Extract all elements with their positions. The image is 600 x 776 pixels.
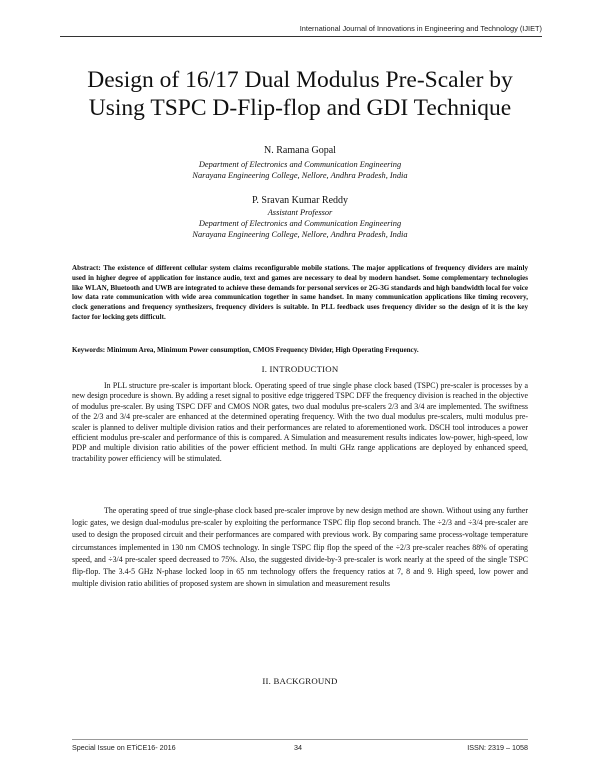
- intro-paragraph-2: The operating speed of true single-phase clock based pre-scaler improve by new design method are shown. Without using any further logic gates, we design dual-modulus pre-scaler by exploiting the performance TSPC flip flop second branch. The ÷2/3 and ÷3/4 pre-scaler are used to design the proposed circuit and their performances are compared with previous work. By comparing same process-voltage temperature circumstances implemented in 130 nm CMOS technology. In single TSPC flip flop the speed of the ÷2/3 pre-scaler reaches 88% of operating speed, and ÷3/4 pre-scaler speed decreased to 75%. Also, the suggested divide-by-3 pre-scaler is work nearly at the speed of the single TSPC flip-flop. The 3.4-5 GHz N-phase locked loop in 65 nm technology offers the frequency ratios at 7, 8 and 9. High speed, low power and multiple division ratio abilities of proposed system are shown in simulation and measurement results: [72, 506, 528, 589]
- author-2-name: P. Sravan Kumar Reddy: [251, 195, 349, 206]
- footer-issn: ISSN: 2319 – 1058: [467, 743, 528, 752]
- title-line-2: Using TSPC D-Flip-flop and GDI Technique: [88, 95, 512, 121]
- author-2-dept: Department of Electronics and Communication Engineering: [198, 219, 402, 228]
- author-2-college: Narayana Engineering College, Nellore, Andhra Pradesh, India: [192, 230, 408, 239]
- author-1-college: Narayana Engineering College, Nellore, Andhra Pradesh, India: [192, 171, 408, 180]
- abstract-text: The existence of different cellular system claims reconfigurable mobile stations. The major applications of frequency dividers are mainly used in higher degree of application for instance audio, text and games are necessary to deal by modern handset. Some complementary technologies like WLAN, Bluetooth and UWB are integrated to achieve these demands for personal services or 2G-3G standards and high bandwidth local for voice low data rate communication with wide area communication together in same handset. In many communication applications like timing recovery, clock generations and frequency synthesizers, frequency dividers is suitable. In PLL feedback uses frequency divider so the design of it is the key factor for locking gets difficult.: [72, 264, 528, 321]
- header-divider: [60, 36, 542, 37]
- keywords: [72, 345, 528, 355]
- footer-divider: [72, 739, 528, 740]
- paper-title: [40, 66, 560, 122]
- author-1: [40, 144, 560, 181]
- keywords-text: Minimum Area, Minimum Power consumption, CMOS Frequency Divider, High Operating Frequency.: [106, 346, 419, 354]
- author-1-name: N. Ramana Gopal: [264, 145, 336, 156]
- abstract: [72, 264, 528, 323]
- author-1-dept: Department of Electronics and Communication Engineering: [198, 160, 402, 169]
- abstract-label: Abstract:: [72, 264, 101, 272]
- section-heading-introduction: I. INTRODUCTION: [261, 364, 339, 374]
- title-line-1: Design of 16/17 Dual Modulus Pre-Scaler by: [87, 67, 513, 93]
- intro-paragraph-1: In PLL structure pre-scaler is important block. Operating speed of true single phase clock based (TSPC) pre-scaler is processes by a new design procedure is shown. By adding a reset signal to positive edge triggered TSPC DFF the frequency division is reached in the objective of modulus pre-scaler. By using TSPC DFF and CMOS NOR gates, two dual modulus pre-scalers 2/3 and 3/4 are implemented. The swiftness of the 2/3 and 3/4 pre-scaler are enhanced at the determined operating frequency. With the two dual modulus pre-scalers, multi modulus pre-scaler is planned to deliver multiple division ratios and their performances are related to aforementioned work. DSCH tool introduces a power efficient modulus pre-scaler and performance of this is compared. A Simulation and measurement results indicates low-power, high-speed, low PDP and multiple division ratio abilities of the power efficient method. In multi GHz range applications are deployed by enhanced speed, tractability power efficiency will be stimulated.: [72, 381, 528, 463]
- author-2: [40, 194, 560, 240]
- page-number: 34: [294, 743, 302, 752]
- author-2-role: Assistant Professor: [267, 208, 333, 217]
- keywords-label: Keywords:: [72, 346, 106, 354]
- journal-header: International Journal of Innovations in Engineering and Technology (IJIET): [299, 24, 542, 33]
- section-heading-background: II. BACKGROUND: [262, 676, 338, 686]
- footer-issue: Special Issue on ETiCE16- 2016: [72, 743, 176, 752]
